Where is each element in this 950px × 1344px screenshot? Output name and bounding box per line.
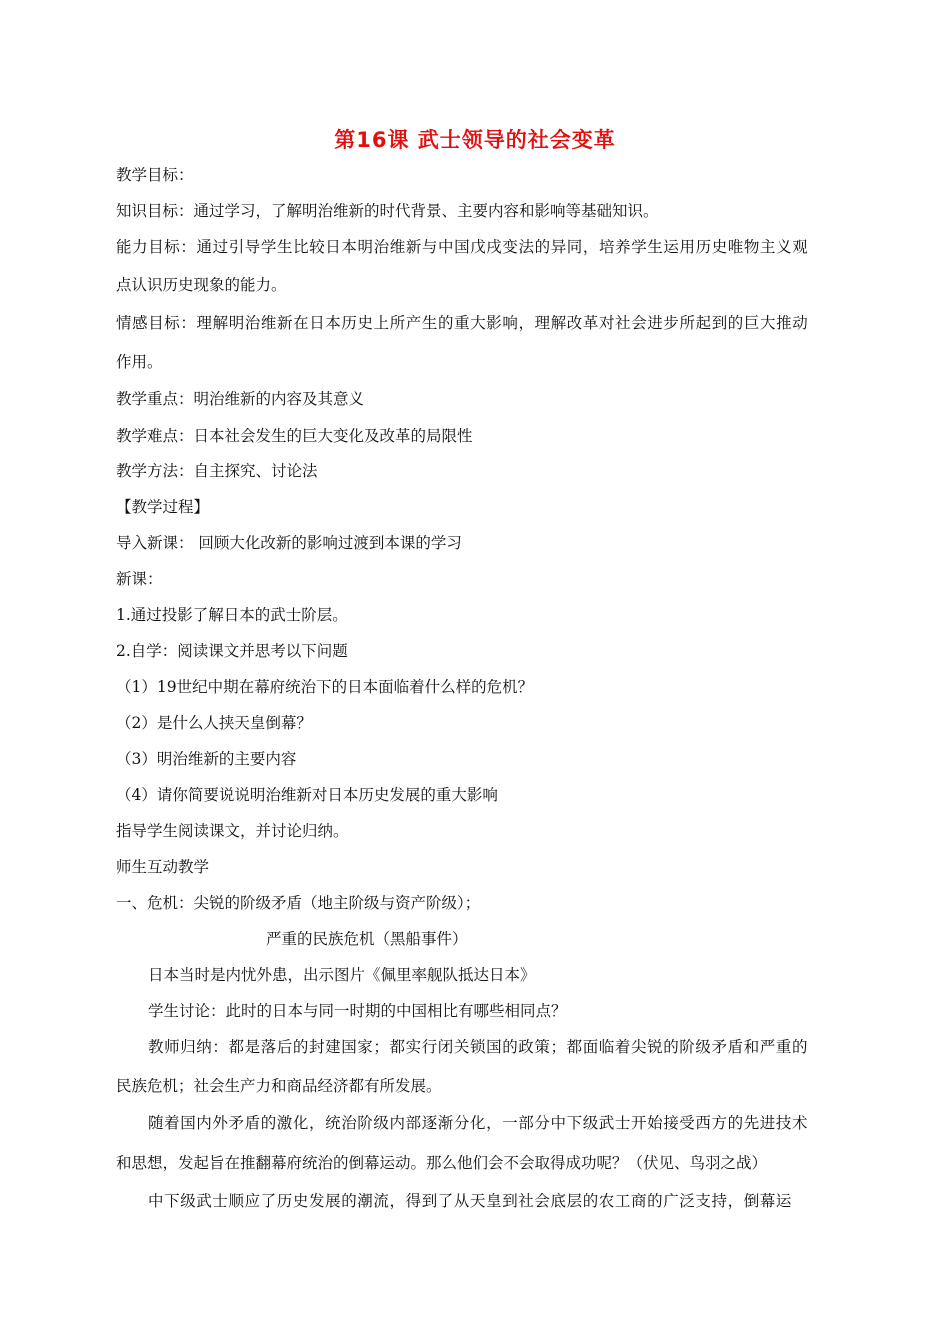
text-line: 教学重点：明治维新的内容及其意义	[116, 390, 365, 408]
text-line: 师生互动教学	[116, 858, 210, 876]
question-item: （1）19世纪中期在幕府统治下的日本面临着什么样的危机？	[116, 678, 534, 696]
question-item: （2）是什么人挟天皇倒幕？	[116, 714, 312, 732]
text-line: 教学难点：日本社会发生的巨大变化及改革的局限性	[116, 427, 473, 445]
text-line: 能力目标：通过引导学生比较日本明治维新与中国戊戌变法的异同，培养学生运用历史唯物主义观	[116, 238, 809, 256]
lesson-title: 第16课 武士领导的社会变革	[334, 128, 616, 152]
text-line: 和思想，发起旨在推翻幕府统治的倒幕运动。那么他们会不会取得成功呢？（伏见、鸟羽之战）	[116, 1154, 768, 1172]
text-line: 2.自学：阅读课文并思考以下问题	[116, 642, 348, 660]
text-line: 日本当时是内忧外患，出示图片《佩里率舰队抵达日本》	[148, 966, 536, 984]
text-line: 导入新课： 回顾大化改新的影响过渡到本课的学习	[116, 534, 462, 552]
text-line: 情感目标：理解明治维新在日本历史上所产生的重大影响，理解改革对社会进步所起到的巨大推动	[116, 314, 809, 332]
text-line: 教学方法：自主探究、讨论法	[116, 462, 318, 480]
text-line: 作用。	[116, 353, 163, 371]
text-line: 学生讨论：此时的日本与同一时期的中国相比有哪些相同点？	[148, 1002, 567, 1020]
text-line: 一、危机：尖锐的阶级矛盾（地主阶级与资产阶级）；	[116, 894, 481, 912]
section-heading: 【教学过程】	[116, 498, 210, 516]
text-line: 教学目标：	[116, 166, 194, 184]
text-line: 点认识历史现象的能力。	[116, 276, 287, 294]
text-line: 民族危机；社会生产力和商品经济都有所发展。	[116, 1077, 442, 1095]
question-item: （3）明治维新的主要内容	[116, 750, 297, 768]
text-line: 1.通过投影了解日本的武士阶层。	[116, 606, 348, 624]
text-line: 严重的民族危机（黑船事件）	[266, 930, 468, 948]
text-line: 随着国内外矛盾的激化，统治阶级内部逐渐分化，一部分中下级武士开始接受西方的先进技术	[148, 1114, 809, 1132]
text-line: 知识目标：通过学习，了解明治维新的时代背景、主要内容和影响等基础知识。	[116, 202, 659, 220]
text-line: 中下级武士顺应了历史发展的潮流，得到了从天皇到社会底层的农工商的广泛支持，倒幕运	[148, 1192, 793, 1210]
question-item: （4）请你简要说说明治维新对日本历史发展的重大影响	[116, 786, 498, 804]
text-line: 教师归纳：都是落后的封建国家；都实行闭关锁国的政策；都面临着尖锐的阶级矛盾和严重的	[148, 1038, 809, 1056]
text-line: 指导学生阅读课文，并讨论归纳。	[116, 822, 349, 840]
text-line: 新课：	[116, 570, 163, 588]
